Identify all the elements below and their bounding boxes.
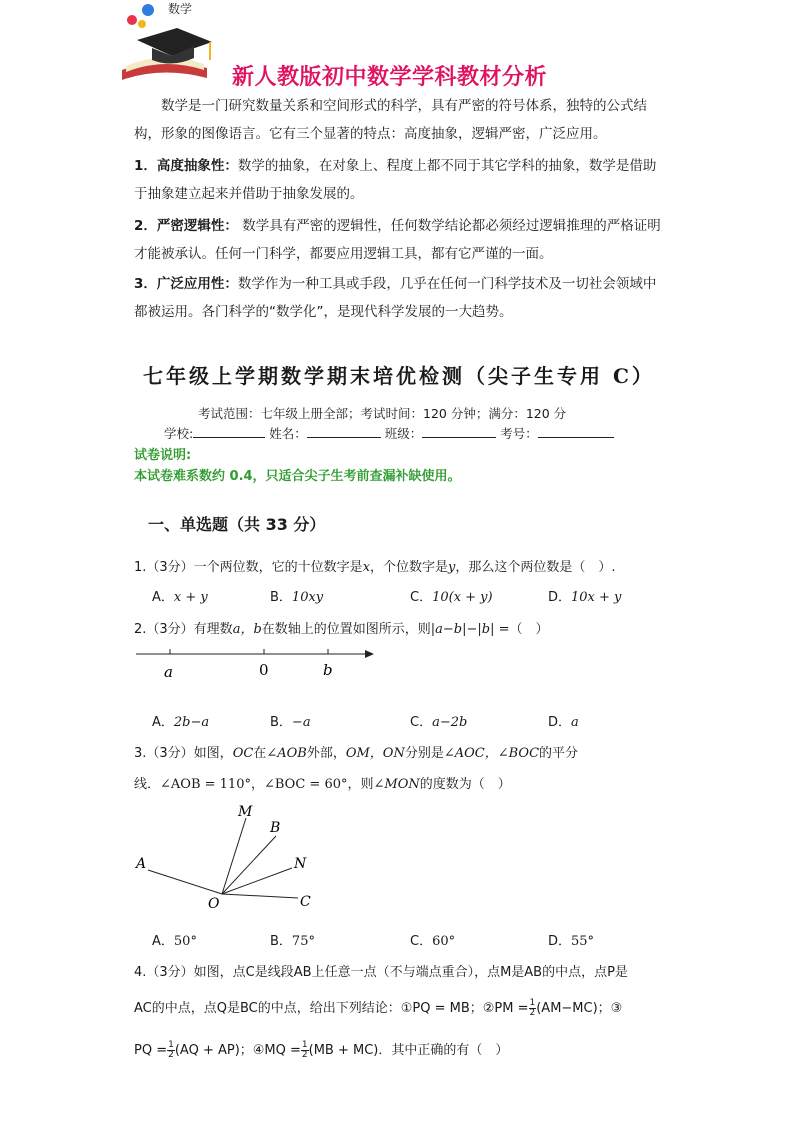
q2-text: 2.（3分）有理数: [134, 622, 233, 637]
question-1: [134, 556, 616, 575]
q3-angle-mon: ∠MON: [373, 777, 420, 792]
frac-den: 2: [529, 1008, 536, 1018]
q1-text-end: ，那么这个两位数是（ ）.: [455, 560, 616, 575]
school-label: 学校:: [164, 426, 194, 441]
q3-text: 在: [253, 746, 267, 761]
q3-text: ，: [250, 777, 264, 792]
q3-option-d[interactable]: [548, 930, 594, 949]
q3-eq2: ∠BOC = 60°: [264, 777, 348, 792]
label-m: M: [238, 804, 253, 820]
notes-text: 本试卷难系数约 0.4，只适合尖子生考前查漏补缺使用。: [134, 469, 461, 484]
option-value: 60°: [432, 934, 456, 949]
question-4-line-3: [134, 1039, 508, 1060]
q3-angles: ∠AOC，∠BOC: [443, 746, 540, 761]
q2-option-a[interactable]: [152, 711, 209, 730]
point-1: [134, 152, 664, 208]
option-value: 10x + y: [571, 590, 622, 605]
q4-text: AC的中点，点Q是BC的中点，给出下列结论：①PQ = MB；②PM =: [134, 1001, 529, 1016]
q3-option-c[interactable]: [410, 930, 455, 949]
id-blank[interactable]: [538, 425, 614, 438]
q1-option-a[interactable]: [152, 586, 208, 605]
label-o: O: [208, 896, 220, 912]
q2-vars: a，b: [232, 622, 262, 637]
q4-text: (AQ + AP)；④MQ =: [174, 1043, 301, 1058]
axis-label-zero: 0: [259, 661, 269, 679]
label-b: B: [270, 820, 281, 836]
q1-text-mid: ，个位数字是: [370, 560, 449, 575]
question-4-line-1: 4.（3分）如图，点C是线段AB上任意一点（不与端点重合），点M是AB的中点，点P是: [134, 965, 628, 980]
option-value: 75°: [291, 934, 315, 949]
school-blank[interactable]: [193, 425, 265, 438]
option-letter: C．: [410, 934, 433, 949]
notes-label: 试卷说明:: [134, 448, 192, 463]
option-letter: D．: [548, 715, 572, 730]
axis-label-b: b: [323, 661, 333, 679]
q3-option-a[interactable]: [152, 930, 197, 949]
label-a: A: [136, 856, 147, 872]
q3-text: 外部，: [306, 746, 346, 761]
class-blank[interactable]: [422, 425, 496, 438]
q3-text: 分别是: [404, 746, 444, 761]
frac-den: 2: [168, 1050, 174, 1060]
q3-text-end: 的度数为（ ）: [419, 777, 511, 792]
q4-text: PQ =: [134, 1043, 168, 1058]
question-2: [134, 618, 549, 637]
q1-option-c[interactable]: [410, 586, 493, 605]
angle-figure: [130, 800, 330, 915]
page-title: 新人教版初中数学学科教材分析: [232, 65, 548, 90]
option-letter: C．: [410, 715, 433, 730]
fraction-half: [301, 1041, 309, 1060]
option-value: 10xy: [291, 590, 324, 605]
q3-angle-aob: ∠AOB: [266, 746, 307, 761]
q1-var-y: y: [448, 560, 456, 575]
axis-label-a: a: [164, 663, 173, 681]
q2-option-c[interactable]: [410, 711, 467, 730]
option-value: x + y: [173, 590, 208, 605]
q2-text-mid: 在数轴上的位置如图所示，则: [261, 622, 431, 637]
q3-text: 线．: [134, 777, 161, 792]
frac-num: 1: [529, 998, 536, 1008]
point-2: [134, 212, 664, 268]
number-line-figure: [134, 644, 384, 684]
q1-text: 1.（3分）一个两位数，它的十位数字是: [134, 560, 363, 575]
q4-text: (AM−MC)；③: [536, 1001, 623, 1016]
question-4-line-2: [134, 997, 622, 1018]
point-label: 2．严密逻辑性：: [134, 218, 238, 234]
option-letter: A．: [152, 934, 174, 949]
point-label: 1．高度抽象性：: [134, 158, 238, 174]
logo-label: 数学: [168, 2, 193, 16]
option-letter: C．: [410, 590, 433, 605]
question-3-line-1: [134, 742, 578, 761]
q3-text: ，则: [347, 777, 374, 792]
name-blank[interactable]: [307, 425, 381, 438]
class-label: 班级：: [384, 426, 423, 441]
point-text: 数学作为一种工具或手段，几乎在任何一门科学技术及一切社会领域中都被运用。各门科学的“数学化”，是现代科学发展的一大趋势。: [134, 276, 657, 320]
q2-option-d[interactable]: [548, 711, 579, 730]
q3-text: 的平分: [539, 746, 579, 761]
q1-option-b[interactable]: [270, 586, 323, 605]
fraction-half: [167, 1041, 175, 1060]
q2-text-end: （ ）: [509, 622, 549, 637]
option-letter: A．: [152, 590, 174, 605]
question-3-line-2: [134, 773, 511, 792]
option-letter: B．: [270, 934, 292, 949]
exam-title: 七年级上学期数学期末培优检测（尖子生专用 C）: [143, 364, 655, 388]
q1-var-x: x: [362, 560, 371, 575]
q1-option-d[interactable]: [548, 586, 621, 605]
option-value: a−2b: [432, 715, 468, 730]
q3-om-on: OM，ON: [345, 746, 405, 761]
q3-text: 3.（3分）如图，: [134, 746, 233, 761]
q3-option-b[interactable]: [270, 930, 315, 949]
q2-expression: |a−b|−|b| =: [430, 622, 510, 637]
name-label: 姓名：: [269, 426, 307, 441]
frac-num: 1: [168, 1040, 174, 1050]
point-text: 数学的抽象，在对象上、程度上都不同于其它学科的抽象，数学是借助于抽象建立起来并借助于抽象发展的。: [134, 158, 657, 202]
q3-oc: OC: [232, 746, 254, 761]
label-c: C: [300, 894, 311, 910]
point-3: [134, 270, 664, 326]
option-value: 2b−a: [173, 715, 210, 730]
option-letter: B．: [270, 715, 292, 730]
option-letter: B．: [270, 590, 292, 605]
frac-num: 1: [301, 1040, 308, 1050]
point-text: 数学具有严密的逻辑性，任何数学结论都必须经过逻辑推理的严格证明才能被承认。任何一门科学，都要应用逻辑工具，都有它严谨的一面。: [134, 218, 661, 262]
frac-den: 2: [301, 1050, 308, 1060]
option-value: 55°: [571, 934, 595, 949]
option-value: 10(x + y): [432, 590, 493, 605]
q2-option-b[interactable]: [270, 711, 311, 730]
label-n: N: [294, 856, 307, 872]
option-value: −a: [291, 715, 311, 730]
option-value: a: [571, 715, 579, 730]
option-letter: A．: [152, 715, 174, 730]
q3-eq1: ∠AOB = 110°: [160, 777, 251, 792]
section-title: 一、单选题（共 33 分）: [148, 515, 326, 534]
option-letter: D．: [548, 590, 572, 605]
student-info-row: [164, 424, 614, 442]
point-label: 3．广泛应用性：: [134, 276, 238, 292]
exam-scope: 考试范围：七年级上册全部；考试时间：120 分钟；满分：120 分: [198, 406, 567, 421]
q4-text: (MB + MC)．其中正确的有（ ）: [308, 1043, 509, 1058]
id-label: 考号：: [500, 426, 538, 441]
intro-paragraph: 数学是一门研究数量关系和空间形式的科学，具有严密的符号体系，独特的公式结构，形象的图像语言。它有三个显著的特点：高度抽象，逻辑严密，广泛应用。: [134, 98, 647, 142]
graduation-cap-logo: [112, 0, 222, 90]
option-letter: D．: [548, 934, 572, 949]
option-value: 50°: [173, 934, 197, 949]
